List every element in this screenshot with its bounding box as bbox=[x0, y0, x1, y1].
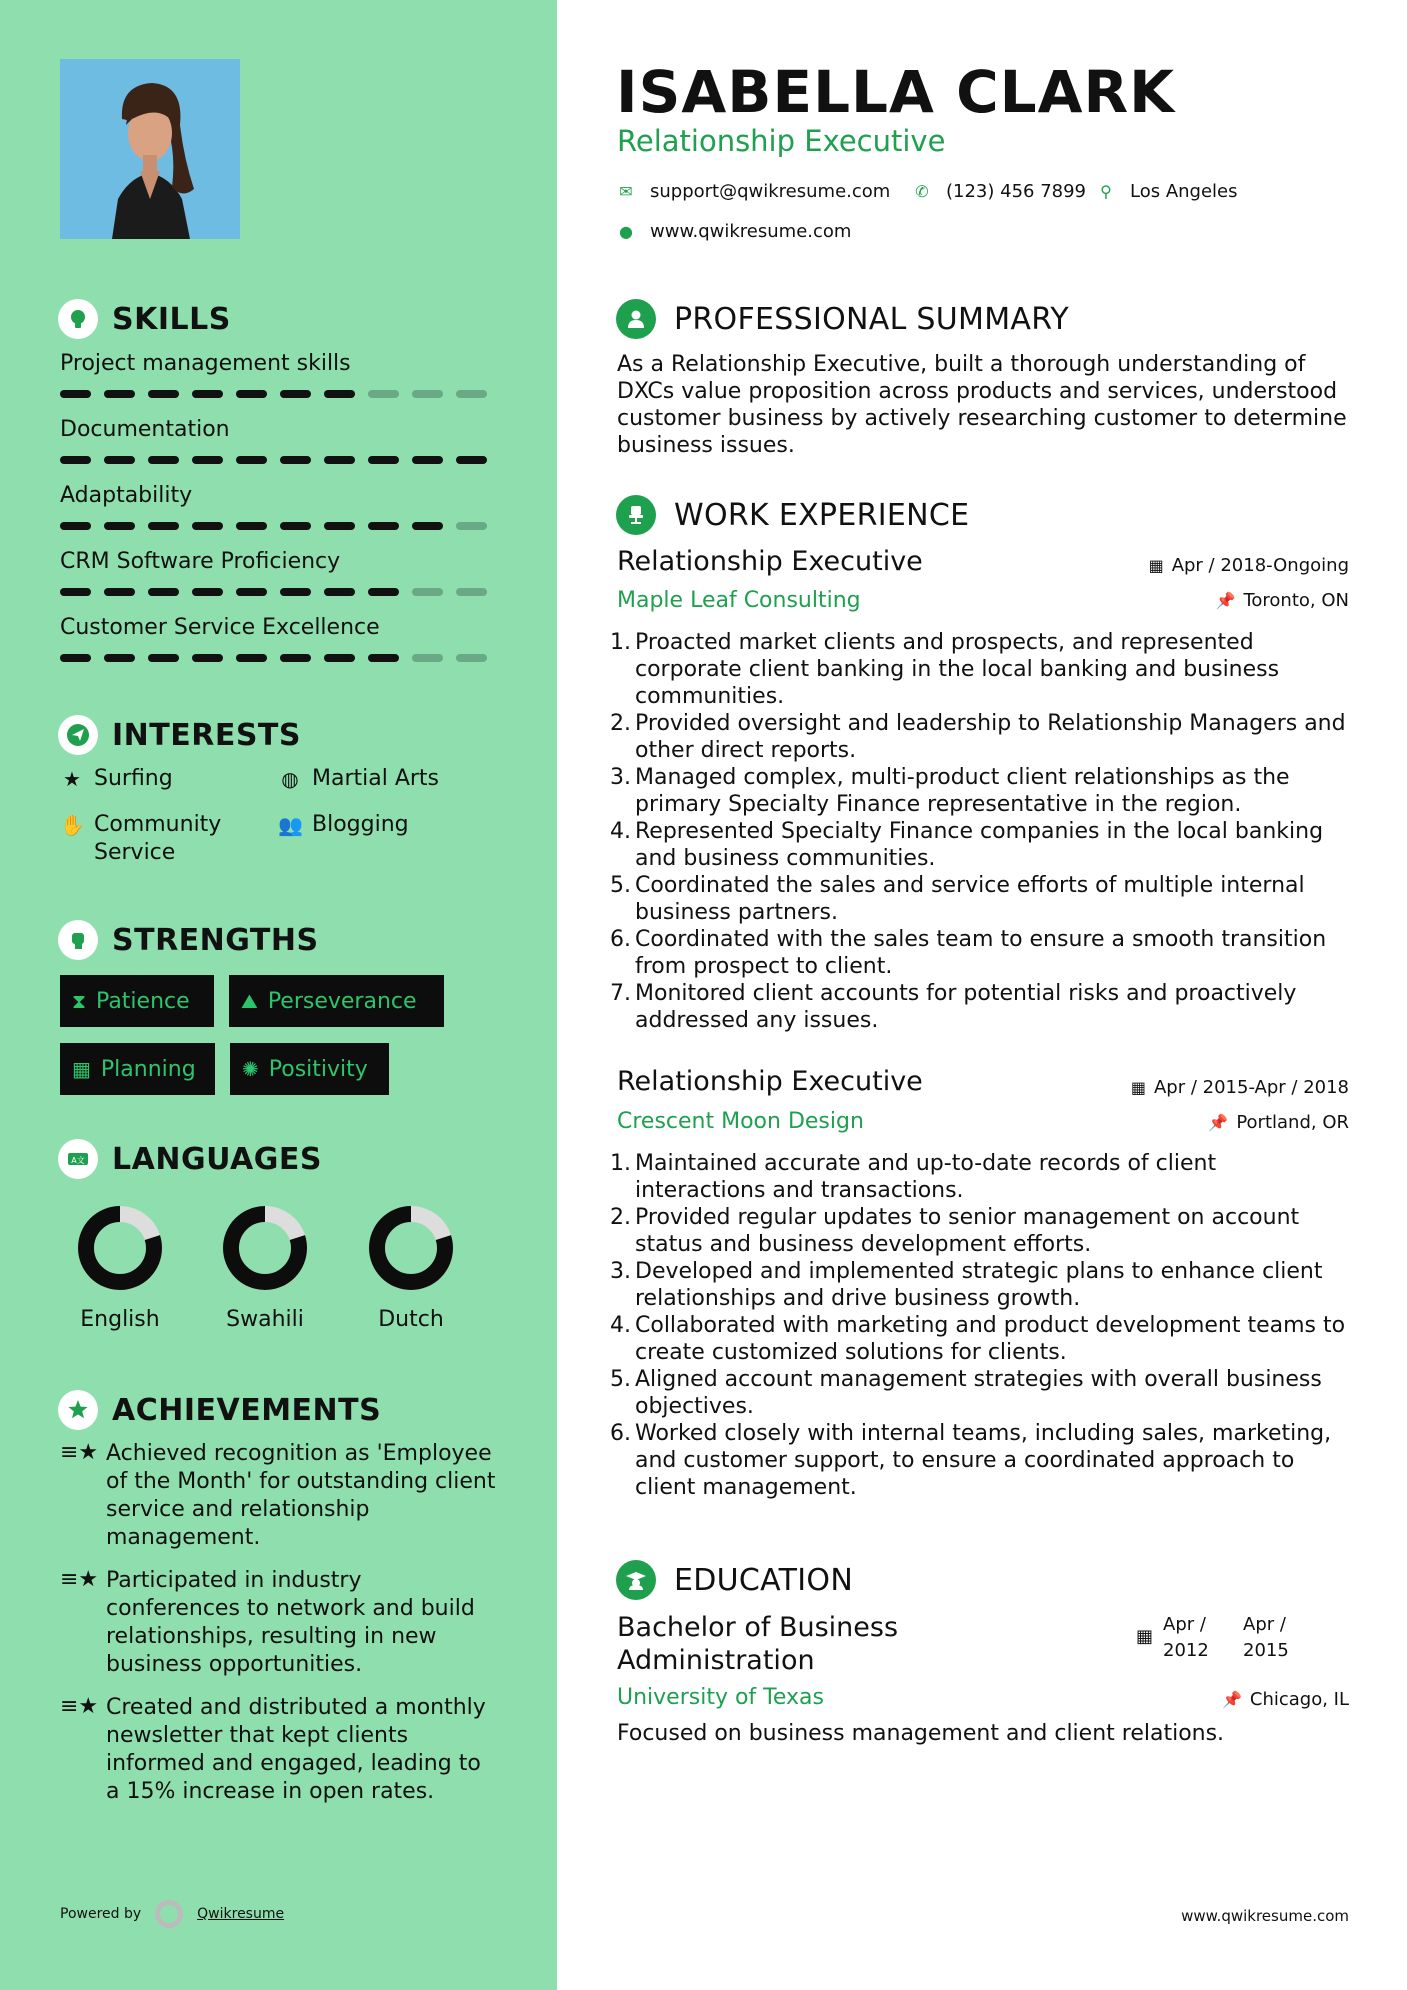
strength-label: Patience bbox=[96, 988, 190, 1014]
phone-text[interactable]: (123) 456 7899 bbox=[946, 181, 1087, 202]
bullet-text: Provided oversight and leadership to Relationship Managers and other direct reports. bbox=[635, 711, 1346, 763]
interest-label: Community Service bbox=[94, 812, 222, 865]
skill-dash bbox=[280, 654, 311, 662]
skill-dash bbox=[412, 390, 443, 398]
skill-dash bbox=[368, 390, 399, 398]
skill-label: Customer Service Excellence bbox=[60, 615, 380, 640]
paper-plane-icon bbox=[58, 715, 98, 755]
strengths-heading bbox=[58, 920, 319, 960]
education-end: Apr / 2015 bbox=[1243, 1614, 1289, 1661]
star-icon: ★ bbox=[63, 767, 81, 791]
language-icon bbox=[58, 1139, 98, 1179]
language-label: Dutch bbox=[378, 1307, 444, 1332]
location-text: Los Angeles bbox=[1130, 181, 1238, 202]
candidate-role: Relationship Executive bbox=[617, 124, 946, 158]
skill-dash bbox=[60, 588, 91, 596]
language-donut bbox=[366, 1203, 456, 1293]
users-icon: 👥 bbox=[278, 813, 303, 837]
skill-dash bbox=[104, 390, 135, 398]
skill-dash bbox=[280, 522, 311, 530]
company-name: Maple Leaf Consulting bbox=[617, 588, 861, 613]
list-item: 2. Provided oversight and leadership to Relationship Managers and other direct reports. bbox=[610, 710, 1350, 764]
star-icon: ≡★ bbox=[60, 1440, 99, 1465]
achievements-heading bbox=[58, 1390, 381, 1430]
contact-phone bbox=[912, 181, 1086, 202]
sun-icon: ✺ bbox=[242, 1057, 259, 1081]
strength-badge bbox=[60, 975, 214, 1027]
interest-label: Martial Arts bbox=[312, 766, 440, 791]
languages-title: LANGUAGES bbox=[112, 1141, 322, 1177]
skill-dash bbox=[148, 390, 179, 398]
lightbulb-icon bbox=[58, 299, 98, 339]
school-name: University of Texas bbox=[617, 1685, 824, 1710]
strength-label: Positivity bbox=[268, 1056, 368, 1082]
strengths-title: STRENGTHS bbox=[112, 922, 319, 958]
qwikresume-logo-icon bbox=[155, 1900, 183, 1928]
skill-dash bbox=[236, 390, 267, 398]
bullet-text: Collaborated with marketing and product development teams to create customized solutions for clients. bbox=[635, 1313, 1346, 1365]
education-description: Focused on business management and client relations. bbox=[617, 1721, 1225, 1746]
list-item: 5. Aligned account management strategies with overall business objectives. bbox=[610, 1366, 1350, 1420]
profile-photo bbox=[60, 59, 240, 239]
job-location-text: Toronto, ON bbox=[1243, 590, 1349, 611]
skill-item bbox=[60, 482, 500, 530]
skill-dash bbox=[148, 456, 179, 464]
bullet-text: Provided regular updates to senior management on account status and business development efforts. bbox=[635, 1205, 1300, 1257]
skill-dash bbox=[148, 522, 179, 530]
footer-url[interactable]: www.qwikresume.com bbox=[1181, 1907, 1349, 1925]
bullet-text: Aligned account management strategies with overall business objectives. bbox=[635, 1367, 1322, 1419]
skill-dash bbox=[148, 588, 179, 596]
calendar-icon: ▦ bbox=[72, 1057, 91, 1081]
pin-icon: 📌 bbox=[1215, 591, 1236, 610]
skill-dash bbox=[368, 456, 399, 464]
skill-dash bbox=[412, 588, 443, 596]
list-item: 6. Coordinated with the sales team to ensure a smooth transition from prospect to client. bbox=[610, 926, 1350, 980]
skill-item bbox=[60, 548, 500, 596]
powered-by-label: Powered by bbox=[60, 1906, 142, 1922]
bullet-text: Coordinated with the sales team to ensure a smooth transition from prospect to client. bbox=[635, 927, 1327, 979]
list-item: 4. Collaborated with marketing and product development teams to create customized solutions for clients. bbox=[610, 1312, 1350, 1366]
job-dates bbox=[1149, 555, 1349, 576]
interest-label: Surfing bbox=[94, 766, 173, 791]
interest-item bbox=[278, 765, 439, 793]
map-pin-icon: ⚲ bbox=[1100, 182, 1112, 201]
bullet-text: Represented Specialty Finance companies in the local banking and business communities. bbox=[635, 819, 1324, 871]
language-label: Swahili bbox=[226, 1307, 304, 1332]
skill-dash bbox=[412, 456, 443, 464]
language-donut bbox=[75, 1203, 165, 1293]
envelope-icon: ✉ bbox=[619, 182, 633, 201]
interests-heading bbox=[58, 715, 301, 755]
skill-dash bbox=[456, 456, 487, 464]
education-start: Apr / 2012 bbox=[1163, 1614, 1209, 1661]
interests-title: INTERESTS bbox=[112, 717, 301, 753]
email-text[interactable]: support@qwikresume.com bbox=[650, 181, 891, 202]
list-item: 3. Managed complex, multi-product client relationships as the primary Specialty Finance representative in the region. bbox=[610, 764, 1350, 818]
list-item: 7. Monitored client accounts for potential risks and proactively addressed any issues. bbox=[610, 980, 1350, 1034]
calendar-icon: ▦ bbox=[1148, 556, 1164, 575]
achievement-item bbox=[60, 1694, 500, 1806]
skill-item bbox=[60, 350, 500, 398]
skill-dash bbox=[456, 588, 487, 596]
skill-dash bbox=[280, 456, 311, 464]
list-item: 1. Proacted market clients and prospects, and represented corporate client banking in the local banking and business communities. bbox=[610, 629, 1350, 710]
job-location-text: Portland, OR bbox=[1236, 1112, 1349, 1133]
skill-dash bbox=[456, 654, 487, 662]
user-icon bbox=[616, 299, 656, 339]
skill-meter bbox=[60, 456, 500, 464]
skill-label: Documentation bbox=[60, 417, 230, 442]
skill-dash bbox=[236, 654, 267, 662]
star-icon: ≡★ bbox=[60, 1567, 99, 1592]
powered-by bbox=[60, 1900, 284, 1928]
qwikresume-link[interactable]: Qwikresume bbox=[197, 1906, 285, 1922]
strength-label: Perseverance bbox=[267, 988, 417, 1014]
interest-label: Blogging bbox=[312, 812, 409, 837]
skill-label: Adaptability bbox=[60, 483, 193, 508]
strength-badge bbox=[60, 1043, 215, 1095]
language-item bbox=[346, 1203, 476, 1332]
achievement-text: Created and distributed a monthly newsletter that kept clients informed and engaged, leading to a 15% increase in open rates. bbox=[106, 1695, 486, 1804]
interest-item bbox=[278, 811, 409, 839]
bullet-text: Worked closely with internal teams, including sales, marketing, and customer support, to ensure a coordinated approach to client management. bbox=[635, 1421, 1332, 1500]
skill-label: CRM Software Proficiency bbox=[60, 549, 341, 574]
fist-icon bbox=[58, 920, 98, 960]
office-chair-icon bbox=[616, 495, 656, 535]
skill-dash bbox=[324, 588, 355, 596]
skill-dash bbox=[104, 588, 135, 596]
svg-text:A文: A文 bbox=[71, 1156, 85, 1165]
experience-heading bbox=[616, 495, 969, 535]
languages-heading bbox=[58, 1139, 322, 1179]
interest-item bbox=[60, 765, 173, 793]
bullet-text: Monitored client accounts for potential risks and proactively addressed any issues. bbox=[635, 981, 1297, 1033]
contact-location bbox=[1096, 181, 1238, 202]
achievements-title: ACHIEVEMENTS bbox=[112, 1392, 382, 1428]
candidate-name: ISABELLA CLARK bbox=[616, 58, 1176, 126]
skill-dash bbox=[60, 654, 91, 662]
skill-dash bbox=[192, 588, 223, 596]
language-donut bbox=[220, 1203, 310, 1293]
education-heading bbox=[616, 1560, 853, 1600]
interest-item bbox=[60, 811, 240, 867]
skill-dash bbox=[412, 654, 443, 662]
bullet-text: Developed and implemented strategic plans to enhance client relationships and drive business growth. bbox=[635, 1259, 1323, 1311]
skill-dash bbox=[192, 654, 223, 662]
job-location bbox=[1208, 1112, 1349, 1133]
skill-dash bbox=[192, 390, 223, 398]
company-name: Crescent Moon Design bbox=[617, 1109, 864, 1134]
list-item: 1. Maintained accurate and up-to-date records of client interactions and transactions. bbox=[610, 1150, 1350, 1204]
skill-dash bbox=[368, 588, 399, 596]
skill-dash bbox=[412, 522, 443, 530]
skill-meter bbox=[60, 522, 500, 530]
summary-text: As a Relationship Executive, built a thorough understanding of DXCs value proposition across products and services, understood customer business by actively researching customer to determine business issues. bbox=[617, 352, 1347, 458]
graduate-icon bbox=[616, 1560, 656, 1600]
language-item bbox=[55, 1203, 185, 1332]
star-icon: ≡★ bbox=[60, 1694, 99, 1719]
skill-dash bbox=[60, 522, 91, 530]
pin-icon: 📌 bbox=[1221, 1690, 1242, 1709]
summary-title: PROFESSIONAL SUMMARY bbox=[674, 301, 1070, 337]
skill-dash bbox=[104, 522, 135, 530]
phone-icon: ✆ bbox=[915, 182, 929, 201]
list-item: 4. Represented Specialty Finance companies in the local banking and business communities. bbox=[610, 818, 1350, 872]
skills-title: SKILLS bbox=[112, 301, 231, 337]
bullet-text: Proacted market clients and prospects, and represented corporate client banking in the local banking and business communities. bbox=[635, 630, 1280, 709]
list-item: 3. Developed and implemented strategic plans to enhance client relationships and drive business growth. bbox=[610, 1258, 1350, 1312]
skill-dash bbox=[324, 522, 355, 530]
skill-item bbox=[60, 416, 500, 464]
contact-email bbox=[616, 181, 890, 202]
skill-dash bbox=[280, 588, 311, 596]
job-dates bbox=[1131, 1077, 1349, 1098]
contact-website bbox=[616, 221, 851, 242]
school-location bbox=[1222, 1689, 1349, 1710]
school-location-text: Chicago, IL bbox=[1249, 1689, 1349, 1710]
skill-dash bbox=[104, 654, 135, 662]
skill-dash bbox=[324, 654, 355, 662]
skill-dash bbox=[456, 522, 487, 530]
calendar-icon: ▦ bbox=[1136, 1626, 1154, 1647]
job-title: Relationship Executive bbox=[617, 546, 923, 577]
calendar-icon: ▦ bbox=[1130, 1078, 1146, 1097]
language-item bbox=[200, 1203, 330, 1332]
skills-heading bbox=[58, 299, 231, 339]
strength-badge bbox=[230, 1043, 389, 1095]
skill-dash bbox=[324, 390, 355, 398]
job-dates-text: Apr / 2018-Ongoing bbox=[1171, 555, 1349, 576]
skill-item bbox=[60, 614, 500, 662]
skill-dash bbox=[60, 390, 91, 398]
skill-dash bbox=[368, 654, 399, 662]
achievement-text: Participated in industry conferences to network and build relationships, resulting in new business opportunities. bbox=[106, 1568, 475, 1677]
education-title: EDUCATION bbox=[674, 1562, 854, 1598]
skill-dash bbox=[60, 456, 91, 464]
skill-meter bbox=[60, 654, 500, 662]
hand-icon: ✋ bbox=[60, 813, 85, 837]
job-location bbox=[1216, 590, 1349, 611]
list-item: 6. Worked closely with internal teams, including sales, marketing, and customer support, to ensure a coordinated approach to client management. bbox=[610, 1420, 1350, 1501]
achievement-text: Achieved recognition as 'Employee of the Month' for outstanding client service and relationship management. bbox=[106, 1441, 496, 1550]
job-dates-text: Apr / 2015-Apr / 2018 bbox=[1153, 1077, 1349, 1098]
bullet-text: Managed complex, multi-product client relationships as the primary Specialty Finance representative in the region. bbox=[635, 765, 1290, 817]
achievement-item bbox=[60, 1440, 500, 1552]
job-title: Relationship Executive bbox=[617, 1066, 923, 1097]
skill-dash bbox=[192, 456, 223, 464]
skill-dash bbox=[236, 522, 267, 530]
degree-title: Bachelor of Business Administration bbox=[617, 1612, 899, 1676]
globe-icon: ◍ bbox=[281, 767, 299, 791]
globe-icon: ● bbox=[619, 222, 633, 241]
skill-meter bbox=[60, 390, 500, 398]
skill-meter bbox=[60, 588, 500, 596]
skill-dash bbox=[368, 522, 399, 530]
achievement-item bbox=[60, 1567, 500, 1679]
education-dates bbox=[1136, 1612, 1293, 1664]
website-text[interactable]: www.qwikresume.com bbox=[650, 221, 852, 242]
job-bullets bbox=[610, 1150, 1350, 1501]
skill-dash bbox=[104, 456, 135, 464]
skill-dash bbox=[280, 390, 311, 398]
bullet-text: Maintained accurate and up-to-date records of client interactions and transactions. bbox=[635, 1151, 1217, 1203]
skill-dash bbox=[192, 522, 223, 530]
summary-heading bbox=[616, 299, 1069, 339]
skill-dash bbox=[236, 456, 267, 464]
job-bullets bbox=[610, 629, 1350, 1034]
skill-dash bbox=[456, 390, 487, 398]
pin-icon: 📌 bbox=[1208, 1113, 1229, 1132]
language-label: English bbox=[80, 1307, 160, 1332]
skill-dash bbox=[236, 588, 267, 596]
list-item: 2. Provided regular updates to senior management on account status and business development efforts. bbox=[610, 1204, 1350, 1258]
strength-label: Planning bbox=[100, 1056, 196, 1082]
experience-title: WORK EXPERIENCE bbox=[674, 497, 970, 533]
sidebar bbox=[0, 0, 557, 1990]
skill-dash bbox=[324, 456, 355, 464]
hourglass-icon: ⧗ bbox=[72, 989, 87, 1013]
skill-dash bbox=[148, 654, 179, 662]
skill-label: Project management skills bbox=[60, 351, 351, 376]
trophy-star-icon bbox=[58, 1390, 98, 1430]
road-icon: ⛰ bbox=[241, 989, 258, 1013]
bullet-text: Coordinated the sales and service efforts of multiple internal business partners. bbox=[635, 873, 1305, 925]
list-item: 5. Coordinated the sales and service efforts of multiple internal business partners. bbox=[610, 872, 1350, 926]
strength-badge bbox=[229, 975, 444, 1027]
